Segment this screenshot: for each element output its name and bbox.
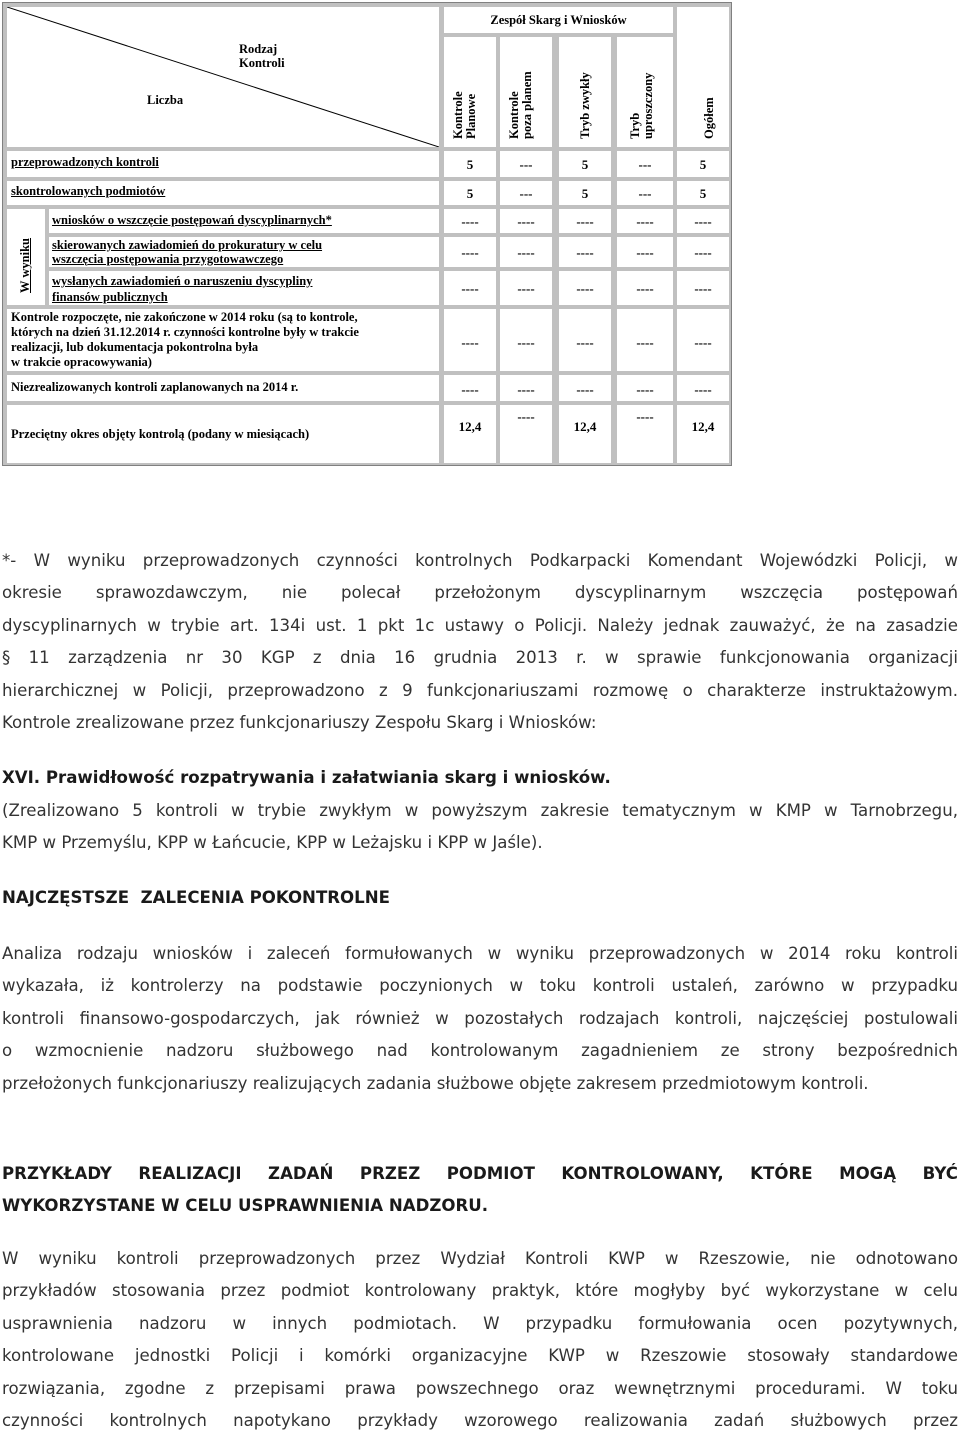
value-cell xyxy=(617,405,673,463)
row-label: Niezrealizowanych kontroli zaplanowanych na 2014 r. xyxy=(11,380,299,394)
cell-value: 12,4 xyxy=(573,419,597,434)
value-cell xyxy=(444,209,496,233)
side-label: W wyniku xyxy=(18,237,32,293)
value-cell xyxy=(500,405,552,463)
row-label: skontrolowanych podmiotów xyxy=(11,184,166,198)
examples-paragraph xyxy=(2,1243,958,1437)
col-header-text: Tryb zwykły xyxy=(578,72,592,139)
row-label-cell xyxy=(7,181,439,205)
text-line: kontroli finansowo-gospodarczych, jak również w pozostałych rodzajach kontroli, najczęściej postulowali xyxy=(2,1008,958,1028)
value-cell xyxy=(559,309,611,371)
corner-diagonal xyxy=(7,7,439,147)
recommendations-heading: NAJCZĘSTSZE ZALECENIA POKONTROLNE xyxy=(2,888,390,907)
value-cell xyxy=(617,209,673,233)
cell-value: --- xyxy=(519,186,533,201)
text-line: dyscyplinarnych w trybie art. 134i ust. 1 pkt 1c ustawy o Policji. Należy jednak zauważyć, że na zasadzie xyxy=(2,615,958,635)
value-cell xyxy=(559,375,611,401)
cell-value: --- xyxy=(519,157,533,172)
cell-value: 5 xyxy=(466,186,474,201)
value-cell xyxy=(617,151,673,177)
col-header-poza-planem xyxy=(500,37,552,147)
cell-value: --- xyxy=(638,157,652,172)
value-cell xyxy=(677,375,729,401)
row-label-cell xyxy=(49,209,439,233)
cell-value: 5 xyxy=(581,186,589,201)
cell-value: ---- xyxy=(636,245,654,260)
value-cell xyxy=(500,181,552,205)
cell-value: 5 xyxy=(699,186,707,201)
text-line: W wyniku kontroli przeprowadzonych przez Wydział Kontroli KWP w Rzeszowie, nie odnotowano xyxy=(2,1249,958,1268)
value-cell xyxy=(677,151,729,177)
value-cell xyxy=(559,181,611,205)
cell-value: 12,4 xyxy=(458,419,482,434)
text-line: wykazała, iż kontrolerzy na podstawie poczynionych w toku kontroli ustaleń, zarówno w przypadku xyxy=(2,976,958,996)
text-line: usprawnienia nadzoru w innych podmiotach. W przypadku formułowania ocen pozytywnych, xyxy=(2,1313,958,1333)
value-cell xyxy=(500,237,552,267)
cell-value: ---- xyxy=(576,382,594,397)
row-label: wysłanych zawiadomień o naruszeniu dyscypliny finansów publicznych xyxy=(52,274,313,304)
group-header-cell xyxy=(444,7,673,33)
cell-value: ---- xyxy=(461,281,479,296)
col-header-tryb-uproszczony xyxy=(617,37,673,147)
value-cell xyxy=(559,151,611,177)
corner-top-label: Rodzaj Kontroli xyxy=(239,42,285,70)
col-header-text: Ogółem xyxy=(702,97,716,139)
text-line: hierarchicznej w Policji, przeprowadzono z 9 funkcjonariuszami rozmowę o charakterze instruktażowym. xyxy=(2,680,958,700)
cell-value: ---- xyxy=(576,245,594,260)
cell-value: ---- xyxy=(517,245,535,260)
value-cell xyxy=(677,271,729,305)
footnote-paragraph xyxy=(2,545,958,739)
cell-value: ---- xyxy=(694,245,712,260)
heading-line: PRZYKŁADY REALIZACJI ZADAŃ PRZEZ PODMIOT KONTROLOWANY, KTÓRE MOGĄ BYĆ xyxy=(2,1164,958,1183)
value-cell xyxy=(500,209,552,233)
cell-value: ---- xyxy=(694,382,712,397)
cell-value: --- xyxy=(638,186,652,201)
value-cell xyxy=(444,181,496,205)
value-cell xyxy=(617,309,673,371)
cell-value: ---- xyxy=(517,281,535,296)
value-cell xyxy=(500,375,552,401)
heading-line: WYKORZYSTANE W CELU USPRAWNIENIA NADZORU. xyxy=(2,1196,489,1215)
cell-value: 12,4 xyxy=(691,419,715,434)
col-header-ogolem xyxy=(677,7,729,147)
cell-value: ---- xyxy=(694,335,712,350)
side-label-cell xyxy=(7,209,45,305)
cell-value: ---- xyxy=(517,335,535,350)
cell-value: ---- xyxy=(636,214,654,229)
row-label: przeprowadzonych kontroli xyxy=(11,155,159,169)
cell-value: ---- xyxy=(517,214,535,229)
col-header-text: Tryb uproszczony xyxy=(628,72,655,139)
cell-value: ---- xyxy=(694,281,712,296)
value-cell xyxy=(500,309,552,371)
cell-value: 5 xyxy=(581,157,589,172)
cell-value: 5 xyxy=(699,157,707,172)
value-cell xyxy=(617,375,673,401)
row-label: Kontrole rozpoczęte, nie zakończone w 2014 roku (są to kontrole, których na dzień 31.12.2014 r. czynności kontrolne były w trakcie realizacji, lub dokumentacja pokontrolna była w trakcie opracowywania) xyxy=(11,310,359,369)
value-cell xyxy=(677,405,729,463)
value-cell xyxy=(559,209,611,233)
row-label-cell xyxy=(7,405,439,463)
cell-value: ---- xyxy=(576,335,594,350)
col-header-text: Kontrole Planowe xyxy=(451,91,478,139)
section-xvi-paragraph xyxy=(2,795,958,860)
text-line: *- W wyniku przeprowadzonych czynności kontrolnych Podkarpacki Komendant Wojewódzki Policji, w xyxy=(2,551,958,570)
cell-value: ---- xyxy=(576,214,594,229)
corner-cell xyxy=(7,7,439,147)
row-label-cell xyxy=(49,271,439,305)
row-label: Przeciętny okres objęty kontrolą (podany w miesiącach) xyxy=(11,427,310,441)
value-cell xyxy=(677,181,729,205)
text-line: przykładów stosowania przez podmiot kontrolowany praktyk, które mogłyby być wykorzystane w celu xyxy=(2,1281,958,1301)
cell-value: ---- xyxy=(517,409,535,424)
value-cell xyxy=(559,405,611,463)
text-line: okresie sprawozdawczym, nie polecał przełożonym dyscyplinarnym wszczęcia postępowań xyxy=(2,583,958,603)
recommendations-paragraph xyxy=(2,938,958,1100)
value-cell xyxy=(617,271,673,305)
value-cell xyxy=(444,375,496,401)
cell-value: ---- xyxy=(694,214,712,229)
value-cell xyxy=(559,271,611,305)
cell-value: ---- xyxy=(576,281,594,296)
text-line: czynności kontrolnych napotykano przykłady wzorowego realizowania zadań służbowych przez xyxy=(2,1411,958,1431)
text-line: o wzmocnienie nadzoru służbowego nad kontrolowanym zagadnieniem ze strony bezpośrednich xyxy=(2,1041,958,1061)
text-line: przełożonych funkcjonariuszy realizujących zadania służbowe objęte zakresem przedmiotowym kontroli. xyxy=(2,1073,869,1093)
row-label: skierowanych zawiadomień do prokuratury w celu wszczęcia postępowania przygotowawczego xyxy=(52,238,323,266)
row-label: wniosków o wszczęcie postępowań dyscyplinarnych* xyxy=(52,213,332,227)
controls-table xyxy=(2,2,732,466)
row-label-cell xyxy=(7,375,439,401)
value-cell xyxy=(677,309,729,371)
cell-value: ---- xyxy=(461,245,479,260)
text-line: kontrolowane jednostki Policji i komórki organizacyjne KWP w Rzeszowie stosowały standardowe xyxy=(2,1346,958,1366)
text-line: rozwiązania, zgodne z przepisami prawa powszechnego oraz wewnętrznymi procedurami. W toku xyxy=(2,1378,958,1398)
row-label-cell xyxy=(7,151,439,177)
row-label-cell xyxy=(49,237,439,267)
group-header: Zespół Skarg i Wniosków xyxy=(490,13,627,27)
text-line: § 11 zarządzenia nr 30 KGP z dnia 16 grudnia 2013 r. w sprawie funkcjonowania organizacji xyxy=(2,648,958,668)
section-xvi-heading: XVI. Prawidłowość rozpatrywania i załatwiania skarg i wniosków. xyxy=(2,768,611,787)
cell-value: ---- xyxy=(636,281,654,296)
value-cell xyxy=(617,181,673,205)
value-cell xyxy=(444,271,496,305)
cell-value: 5 xyxy=(466,157,474,172)
cell-value: ---- xyxy=(517,382,535,397)
cell-value: ---- xyxy=(461,382,479,397)
cell-value: ---- xyxy=(461,214,479,229)
value-cell xyxy=(617,237,673,267)
text-line: KMP w Przemyślu, KPP w Łańcucie, KPP w Leżajsku i KPP w Jaśle). xyxy=(2,833,543,853)
examples-heading xyxy=(2,1158,958,1222)
cell-value: ---- xyxy=(636,409,654,424)
text-line: Kontrole zrealizowane przez funkcjonariuszy Zespołu Skarg i Wniosków: xyxy=(2,713,597,733)
cell-value: ---- xyxy=(636,382,654,397)
value-cell xyxy=(444,405,496,463)
text-line: Analiza rodzaju wniosków i zaleceń formułowanych w wyniku przeprowadzonych w 2014 roku kontroli xyxy=(2,944,958,963)
value-cell xyxy=(559,237,611,267)
value-cell xyxy=(444,309,496,371)
value-cell xyxy=(444,151,496,177)
col-header-tryb-zwykly xyxy=(559,37,611,147)
value-cell xyxy=(677,237,729,267)
cell-value: ---- xyxy=(636,335,654,350)
col-header-planowe xyxy=(444,37,496,147)
text-line: (Zrealizowano 5 kontroli w trybie zwykłym w powyższym zakresie tematycznym w KMP w Tarnobrzegu, xyxy=(2,801,958,820)
value-cell xyxy=(500,271,552,305)
value-cell xyxy=(500,151,552,177)
value-cell xyxy=(677,209,729,233)
cell-value: ---- xyxy=(461,335,479,350)
value-cell xyxy=(444,237,496,267)
row-label-cell xyxy=(7,309,439,371)
col-header-text: Kontrole poza planem xyxy=(507,71,534,139)
corner-bottom-label: Liczba xyxy=(147,93,184,107)
